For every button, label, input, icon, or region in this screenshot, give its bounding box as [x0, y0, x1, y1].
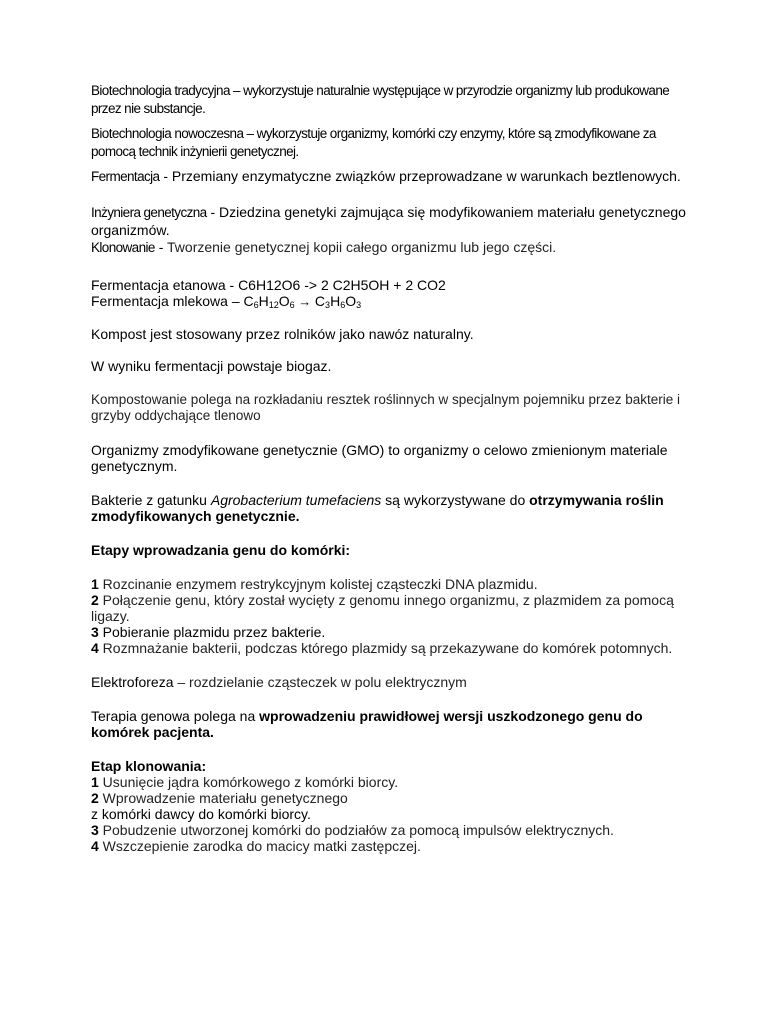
list-item: 4 Rozmnażanie bakterii, podczas którego plazmidy są przekazywane do komórek potomnych. [91, 640, 673, 656]
para-biotech-modern [91, 125, 698, 161]
para-biotech-traditional [91, 82, 698, 118]
term: Klonowanie [91, 240, 155, 255]
definition: Dziedzina genetyki zajmująca się modyfikowaniem materiału genetycznego organizmów. [91, 204, 686, 238]
para-cloning [91, 239, 698, 257]
list-item: 2 Wprowadzenie materiału genetycznego [91, 790, 348, 806]
lactic-fermentation: Fermentacja mlekowa – $C_6H_{12}O_6 \to C_3H_6O_3$ [91, 293, 362, 310]
term: Biotechnologia nowoczesna [91, 126, 244, 141]
gene-insertion-steps [91, 576, 698, 656]
definition: – wykorzystuje naturalnie występujące w przyrodzie organizmy lub produkowane przez nie substancje. [91, 83, 670, 116]
ethanol-fermentation: Fermentacja etanowa - C6H12O6 -> 2 C2H5OH + 2 CO2 [91, 277, 446, 293]
list-item: 1 Usunięcie jądra komórkowego z komórki biorcy. [91, 774, 399, 790]
para-gmo: Organizmy zmodyfikowane genetycznie (GMO) to organizmy o celowo zmienionym materiale genetycznym. [91, 442, 668, 474]
para-agrobacterium: Bakterie z gatunku Agrobacterium tumefaciens są wykorzystywane do otrzymywania roślin zmodyfikowanych genetycznie. [91, 492, 664, 524]
term: Elektroforeza [91, 674, 174, 690]
definition: – wykorzystuje organizmy, komórki czy enzymy, które są zmodyfikowane za pomocą technik inżynierii genetycznej. [91, 126, 656, 159]
para-electrophoresis [91, 674, 698, 690]
term: Biotechnologia tradycyjna [91, 83, 230, 98]
dash: - [159, 168, 172, 184]
dash: - [154, 239, 168, 255]
definition: – rozdzielanie cząsteczek w polu elektrycznym [173, 674, 467, 690]
definition: Tworzenie genetycznej kopii całego organizmu lub jego części. [167, 239, 557, 255]
list-item: 3 Pobieranie plazmidu przez bakterie. [91, 624, 326, 640]
para-biogas: W wyniku fermentacji powstaje biogaz. [91, 358, 332, 374]
para-fermentation [91, 168, 698, 186]
list-item: z komórki dawcy do komórki biorcy. [91, 806, 311, 822]
term: Inżyniera genetyczna [91, 205, 207, 220]
list-item: 2 Połączenie genu, który został wycięty z genomu innego organizmu, z plazmidem za pomocą ligazy. [91, 592, 674, 624]
term: Fermentacja [91, 169, 160, 184]
cloning-steps [91, 774, 698, 854]
definition: Przemiany enzymatyczne związków przeprowadzane w warunkach beztlenowych. [171, 168, 681, 184]
para-compost: Kompost jest stosowany przez rolników jako nawóz naturalny. [91, 326, 474, 342]
list-item: 3 Pobudzenie utworzonej komórki do podziałów za pomocą impulsów elektrycznych. [91, 822, 614, 838]
arrow-icon: → [294, 294, 315, 309]
species-name: Agrobacterium tumefaciens [210, 492, 382, 508]
para-composting: Kompostowanie polega na rozkładaniu resztek roślinnych w specjalnym pojemniku przez bakterie i grzyby oddychające tlenowo [91, 392, 681, 423]
list-item: 1 Rozcinanie enzymem restrykcyjnym kolistej cząsteczki DNA plazmidu. [91, 576, 538, 592]
dash: - [206, 204, 220, 220]
heading-gene-insertion: Etapy wprowadzania genu do komórki: [91, 542, 351, 558]
para-genetic-engineering [91, 204, 698, 239]
para-gene-therapy: Terapia genowa polega na wprowadzeniu prawidłowej wersji uszkodzonego genu do komórek pacjenta. [91, 708, 643, 740]
list-item: 4 Wszczepienie zarodka do macicy matki zastępczej. [91, 838, 421, 854]
heading-cloning-steps: Etap klonowania: [91, 758, 207, 774]
